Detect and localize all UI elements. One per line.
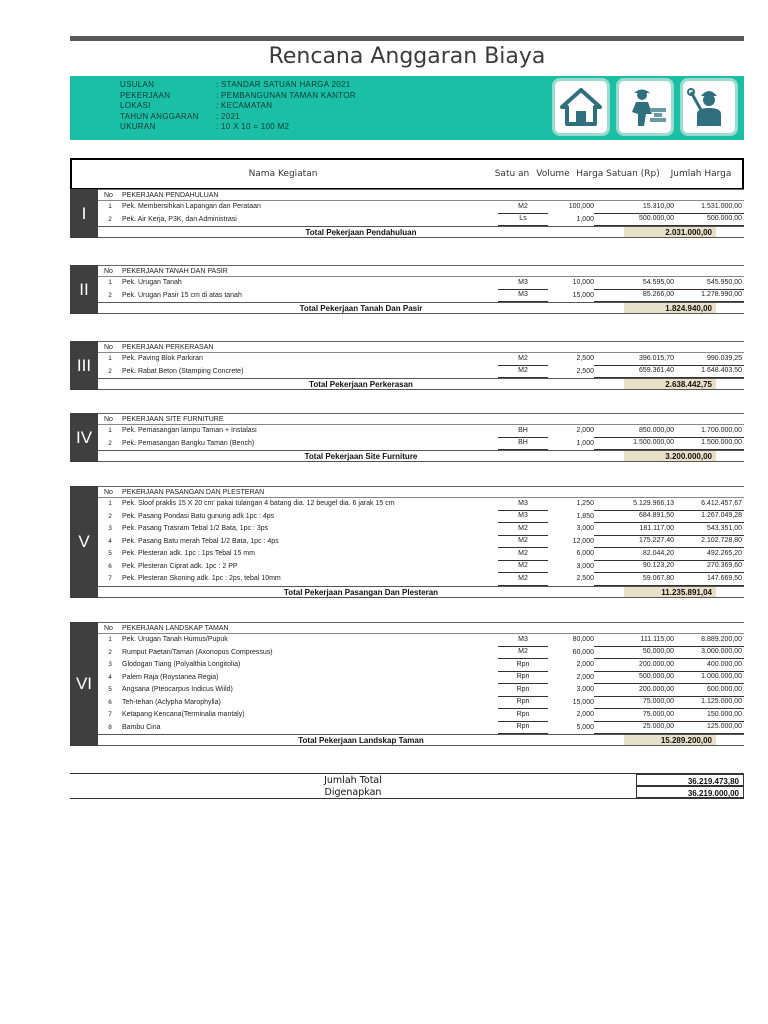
row-total: 1.267.049,28 <box>674 510 744 523</box>
table-row <box>98 366 744 379</box>
section-no-label: No <box>104 192 113 199</box>
row-number: 1 <box>108 427 112 435</box>
row-total: 1.278.990,00 <box>674 289 744 302</box>
row-unit-price: 59.067,80 <box>594 573 674 586</box>
row-unit: Rpn <box>498 684 548 697</box>
section-title: PEKERJAAN PERKERASAN <box>122 344 214 351</box>
section-roman-numeral: VI <box>70 622 98 746</box>
row-unit: M2 <box>498 548 548 561</box>
grand-total-row <box>70 773 744 786</box>
row-description: Angsana (Pteocarpus Indicus Wiild) <box>122 686 233 694</box>
section-title: PEKERJAAN LANDSKAP TAMAN <box>122 625 229 632</box>
row-number: 4 <box>108 673 112 681</box>
section-total-value: 1.824.940,00 <box>624 303 716 313</box>
section-block <box>70 413 744 464</box>
section-total-row <box>98 586 744 598</box>
project-banner <box>70 76 744 140</box>
row-total: 1.531.000,00 <box>674 201 744 214</box>
section-rows <box>98 265 744 314</box>
info-value: : 10 X 10 = 100 M2 <box>216 122 290 132</box>
section-total-value: 11.235.891,04 <box>624 587 716 597</box>
info-label: PEKERJAAN <box>120 90 171 100</box>
rounded-total-value: 36.219.000,00 <box>636 786 744 798</box>
row-volume: 2,000 <box>576 711 594 719</box>
section-no-label: No <box>104 344 113 351</box>
row-volume: 1,250 <box>576 500 594 508</box>
info-row <box>120 112 436 123</box>
section-block <box>70 486 744 600</box>
row-total: 6.412.457,67 <box>674 498 744 511</box>
row-number: 3 <box>108 525 112 533</box>
row-unit: M2 <box>498 573 548 586</box>
row-unit: M2 <box>498 365 548 378</box>
grand-total-value: 36.219.473,80 <box>636 774 744 786</box>
row-unit-price: 75.000,00 <box>594 709 674 722</box>
row-description: Pek. Pemasangan Bangku Taman (Bench) <box>122 439 255 447</box>
header-harga-satuan: Harga Satuan (Rp) <box>576 169 660 179</box>
section-total-label: Total Pekerjaan Tanah Dan Pasir <box>299 304 423 313</box>
row-unit: M2 <box>498 353 548 366</box>
row-unit: M2 <box>498 535 548 548</box>
table-row <box>98 438 744 451</box>
row-unit: Rpn <box>498 709 548 722</box>
info-label: LOKASI <box>120 101 151 111</box>
section-total-row <box>98 378 744 390</box>
row-description: Teh-tehan (Aclypha Marophylla) <box>122 698 221 706</box>
row-description: Pek. Pasang Batu merah Tebal 1/2 Bata, 1pc : 4ps <box>122 537 279 545</box>
table-row <box>98 561 744 574</box>
table-row <box>98 536 744 549</box>
section-roman-numeral: I <box>70 189 98 238</box>
section-no-label: No <box>104 489 113 496</box>
section-roman-numeral: II <box>70 265 98 314</box>
section-block <box>70 622 744 748</box>
row-unit: M2 <box>498 523 548 536</box>
row-description: Pek. Pasang Pondasi Batu gunung adk 1pc : 4ps <box>122 512 275 520</box>
section-header <box>98 189 744 201</box>
row-description: Palem Raja (Roystanea Regia) <box>122 673 219 681</box>
row-total: 492.265,20 <box>674 548 744 561</box>
row-description: Pek. Pasang Trasram Tebal 1/2 Bata, 1pc : 3ps <box>122 525 269 533</box>
row-description: Pek. Plesteran Ciprat adk. 1pc : 2 PP <box>122 562 238 570</box>
section-roman-numeral: IV <box>70 413 98 462</box>
row-number: 2 <box>108 439 112 447</box>
table-row <box>98 290 744 303</box>
row-number: 2 <box>108 291 112 299</box>
row-volume: 2,500 <box>576 355 594 363</box>
row-total: 2.102.728,80 <box>674 535 744 548</box>
row-volume: 6,000 <box>576 550 594 558</box>
row-description: Pek. Membersihkan Lapangan dan Perataan <box>122 203 261 211</box>
row-unit-price: 396.015,70 <box>594 353 674 366</box>
table-row <box>98 498 744 511</box>
row-total: 400.000,00 <box>674 659 744 672</box>
table-row <box>98 634 744 647</box>
section-block <box>70 341 744 392</box>
row-number: 1 <box>108 279 112 287</box>
table-row <box>98 548 744 561</box>
row-unit-price: 15.310,00 <box>594 201 674 214</box>
header-satuan: Satu an <box>494 169 530 179</box>
row-unit-price: 75.000,00 <box>594 696 674 709</box>
project-info <box>120 80 436 133</box>
row-number: 6 <box>108 698 112 706</box>
section-total-value: 15.289.200,00 <box>624 735 716 745</box>
row-volume: 2,500 <box>576 575 594 583</box>
info-value: : STANDAR SATUAN HARGA 2021 <box>216 80 351 89</box>
table-row <box>98 573 744 586</box>
row-number: 1 <box>108 500 112 508</box>
info-value: : PEMBANGUNAN TAMAN KANTOR <box>216 90 356 100</box>
row-volume: 2,000 <box>576 661 594 669</box>
table-row <box>98 523 744 536</box>
row-number: 2 <box>108 367 112 375</box>
row-volume: 2,000 <box>576 673 594 681</box>
section-title: PEKERJAAN PASANGAN DAN PLESTERAN <box>122 489 265 496</box>
row-number: 5 <box>108 686 112 694</box>
row-total: 1.700.000,00 <box>674 425 744 438</box>
row-total: 1.648.403,50 <box>674 365 744 378</box>
header-nama: Nama Kegiatan <box>248 169 318 179</box>
section-roman-numeral: V <box>70 486 98 598</box>
section-total-label: Total Pekerjaan Perkerasan <box>309 380 413 389</box>
row-unit: M3 <box>498 634 548 647</box>
table-row <box>98 511 744 524</box>
row-number: 8 <box>108 723 112 731</box>
row-unit-price: 684.891,50 <box>594 510 674 523</box>
info-label: USULAN <box>120 80 155 89</box>
section-title: PEKERJAAN TANAH DAN PASIR <box>122 268 228 275</box>
section-title: PEKERJAAN SITE FURNITURE <box>122 416 224 423</box>
row-total: 1.500.000,00 <box>674 437 744 450</box>
row-unit: M3 <box>498 510 548 523</box>
row-volume: 10,000 <box>572 279 594 287</box>
row-number: 7 <box>108 575 112 583</box>
row-description: Pek. Plesteran adk. 1pc : 1ps Tebal 15 mm <box>122 550 255 558</box>
row-unit-price: 1.500.000,00 <box>594 437 674 450</box>
row-total: 125.000,00 <box>674 721 744 734</box>
table-header <box>70 158 744 190</box>
section-rows <box>98 189 744 238</box>
section-rows <box>98 341 744 390</box>
row-number: 1 <box>108 203 112 211</box>
row-description: Pek. Air Kerja, P3K, dan Administrasi <box>122 215 237 223</box>
table-row <box>98 425 744 438</box>
row-unit-price: 850.000,00 <box>594 425 674 438</box>
table-row <box>98 659 744 672</box>
row-total: 500.000,00 <box>674 213 744 226</box>
row-volume: 15,000 <box>572 291 594 299</box>
row-unit: M3 <box>498 289 548 302</box>
row-total: 8.889.200,00 <box>674 634 744 647</box>
section-header <box>98 341 744 353</box>
section-header <box>98 413 744 425</box>
row-unit-price: 85.266,00 <box>594 289 674 302</box>
section-header <box>98 622 744 634</box>
info-row <box>120 80 436 91</box>
row-volume: 15,000 <box>572 698 594 706</box>
page-title: Rencana Anggaran Biaya <box>268 44 546 69</box>
row-number: 7 <box>108 711 112 719</box>
table-row <box>98 709 744 722</box>
section-total-row <box>98 734 744 746</box>
section-total-value: 3.200.000,00 <box>624 451 716 461</box>
row-total: 147.669,50 <box>674 573 744 586</box>
row-description: Ketapang Kencana(Terminalia mantaly) <box>122 711 245 719</box>
row-total: 600.000,00 <box>674 684 744 697</box>
section-total-value: 2.638.442,75 <box>624 379 716 389</box>
row-volume: 3,000 <box>576 686 594 694</box>
row-number: 2 <box>108 648 112 656</box>
table-row <box>98 684 744 697</box>
section-rows <box>98 622 744 746</box>
row-number: 5 <box>108 550 112 558</box>
section-no-label: No <box>104 268 113 275</box>
row-unit: Rpn <box>498 696 548 709</box>
row-volume: 2,500 <box>576 367 594 375</box>
table-row <box>98 214 744 227</box>
house-icon <box>552 78 610 136</box>
row-volume: 12,000 <box>572 537 594 545</box>
section-total-row <box>98 302 744 314</box>
row-unit: M2 <box>498 646 548 659</box>
row-total: 3.000.000,00 <box>674 646 744 659</box>
row-unit-price: 111.115,00 <box>594 634 674 647</box>
row-unit: M2 <box>498 560 548 573</box>
section-no-label: No <box>104 416 113 423</box>
header-jumlah-harga: Jumlah Harga <box>670 169 732 179</box>
row-unit-price: 659.361,40 <box>594 365 674 378</box>
info-row <box>120 101 436 112</box>
row-unit: Rpn <box>498 659 548 672</box>
row-number: 2 <box>108 215 112 223</box>
row-total: 545.950,00 <box>674 277 744 290</box>
row-unit-price: 500.000,00 <box>594 671 674 684</box>
row-volume: 3,000 <box>576 525 594 533</box>
row-unit-price: 50.000,00 <box>594 646 674 659</box>
row-volume: 5,000 <box>576 723 594 731</box>
section-total-label: Total Pekerjaan Site Furniture <box>304 452 418 461</box>
info-value: : KECAMATAN <box>216 101 273 111</box>
row-volume: 60,000 <box>572 648 594 656</box>
row-volume: 100,000 <box>568 203 594 211</box>
row-description: Pek. Urugan Tanah <box>122 279 182 287</box>
row-unit: M2 <box>498 201 548 214</box>
info-value: : 2021 <box>216 111 241 121</box>
section-title: PEKERJAAN PENDAHULUAN <box>122 192 219 199</box>
row-volume: 3,000 <box>576 562 594 570</box>
row-unit-price: 5.129.966,13 <box>594 498 674 511</box>
row-number: 1 <box>108 355 112 363</box>
row-description: Pek. Plesteran Skoning adk. 1pc : 2ps, tebal 10mm <box>122 575 281 583</box>
info-label: UKURAN <box>120 122 156 132</box>
section-rows <box>98 486 744 598</box>
row-total: 990.039,25 <box>674 353 744 366</box>
top-rule <box>70 36 744 41</box>
row-unit-price: 90.123,20 <box>594 560 674 573</box>
row-volume: 2,000 <box>576 427 594 435</box>
row-unit-price: 82.044,20 <box>594 548 674 561</box>
section-roman-numeral: III <box>70 341 98 390</box>
row-unit: BH <box>498 437 548 450</box>
row-description: Rumput Paetan/Taman (Axonopus Compressus) <box>122 648 273 656</box>
section-rows <box>98 413 744 462</box>
grand-total-label: Jumlah Total <box>324 775 382 786</box>
rounded-total-row <box>70 786 744 799</box>
section-total-row <box>98 450 744 462</box>
info-row <box>120 91 436 102</box>
rounded-total-label: Digenapkan <box>324 787 382 798</box>
row-unit: Rpn <box>498 671 548 684</box>
row-number: 1 <box>108 636 112 644</box>
bricklayer-icon <box>616 78 674 136</box>
row-unit-price: 175.227,40 <box>594 535 674 548</box>
section-total-row <box>98 226 744 238</box>
row-number: 4 <box>108 537 112 545</box>
row-unit-price: 25.000,00 <box>594 721 674 734</box>
engineer-icon <box>680 78 738 136</box>
row-unit-price: 500.000,00 <box>594 213 674 226</box>
row-total: 543.351,00 <box>674 523 744 536</box>
row-description: Pek. Rabat Beton (Stamping Concrete) <box>122 367 244 375</box>
row-total: 150.000,00 <box>674 709 744 722</box>
row-description: Pek. Paving Blok Parkiran <box>122 355 203 363</box>
row-volume: 1,850 <box>576 512 594 520</box>
info-label: TAHUN ANGGARAN <box>120 111 199 121</box>
row-number: 6 <box>108 562 112 570</box>
row-total: 1.000.000,00 <box>674 671 744 684</box>
row-volume: 1,000 <box>576 215 594 223</box>
info-row <box>120 122 436 133</box>
section-total-label: Total Pekerjaan Pendahuluan <box>305 228 417 237</box>
table-row <box>98 277 744 290</box>
section-total-value: 2.031.000,00 <box>624 227 716 237</box>
table-row <box>98 697 744 710</box>
row-unit: Ls <box>498 213 548 226</box>
section-no-label: No <box>104 625 113 632</box>
section-block <box>70 189 744 240</box>
row-volume: 80,000 <box>572 636 594 644</box>
row-description: Pek. Urugan Tanah Humus/Pupuk <box>122 636 228 644</box>
row-description: Bambu Cina <box>122 723 161 731</box>
row-number: 2 <box>108 512 112 520</box>
row-total: 1.125.000,00 <box>674 696 744 709</box>
row-total: 270.369,60 <box>674 560 744 573</box>
header-volume: Volume <box>536 169 570 179</box>
section-header <box>98 265 744 277</box>
row-volume: 1,000 <box>576 439 594 447</box>
section-block <box>70 265 744 316</box>
table-row <box>98 647 744 660</box>
section-total-label: Total Pekerjaan Landskap Taman <box>298 736 424 745</box>
row-description: Pek. Urugan Pasir 15 cm di atas tanah <box>122 291 242 299</box>
row-unit-price: 200.000,00 <box>594 659 674 672</box>
row-description: Pek. Pemasangan lampu Taman + Instalasi <box>122 427 257 435</box>
row-unit: Rpn <box>498 721 548 734</box>
row-number: 3 <box>108 661 112 669</box>
icon-group <box>552 78 738 136</box>
table-row <box>98 672 744 685</box>
row-description: Glodogan Tiang (Polyalthia Longitolia) <box>122 661 241 669</box>
table-row <box>98 353 744 366</box>
table-row <box>98 722 744 735</box>
table-row <box>98 201 744 214</box>
row-unit-price: 54.595,00 <box>594 277 674 290</box>
row-unit: M3 <box>498 277 548 290</box>
row-unit-price: 200.000,00 <box>594 684 674 697</box>
section-header <box>98 486 744 498</box>
row-description: Pek. Sloof praklis 15 X 20 cm' pakai tulangan 4 batang dia. 12 beugel dia. 6 jarak 15 cm <box>122 500 395 508</box>
row-unit-price: 181.117,00 <box>594 523 674 536</box>
row-unit: BH <box>498 425 548 438</box>
row-unit: M3 <box>498 498 548 511</box>
section-total-label: Total Pekerjaan Pasangan Dan Plesteran <box>283 587 439 597</box>
